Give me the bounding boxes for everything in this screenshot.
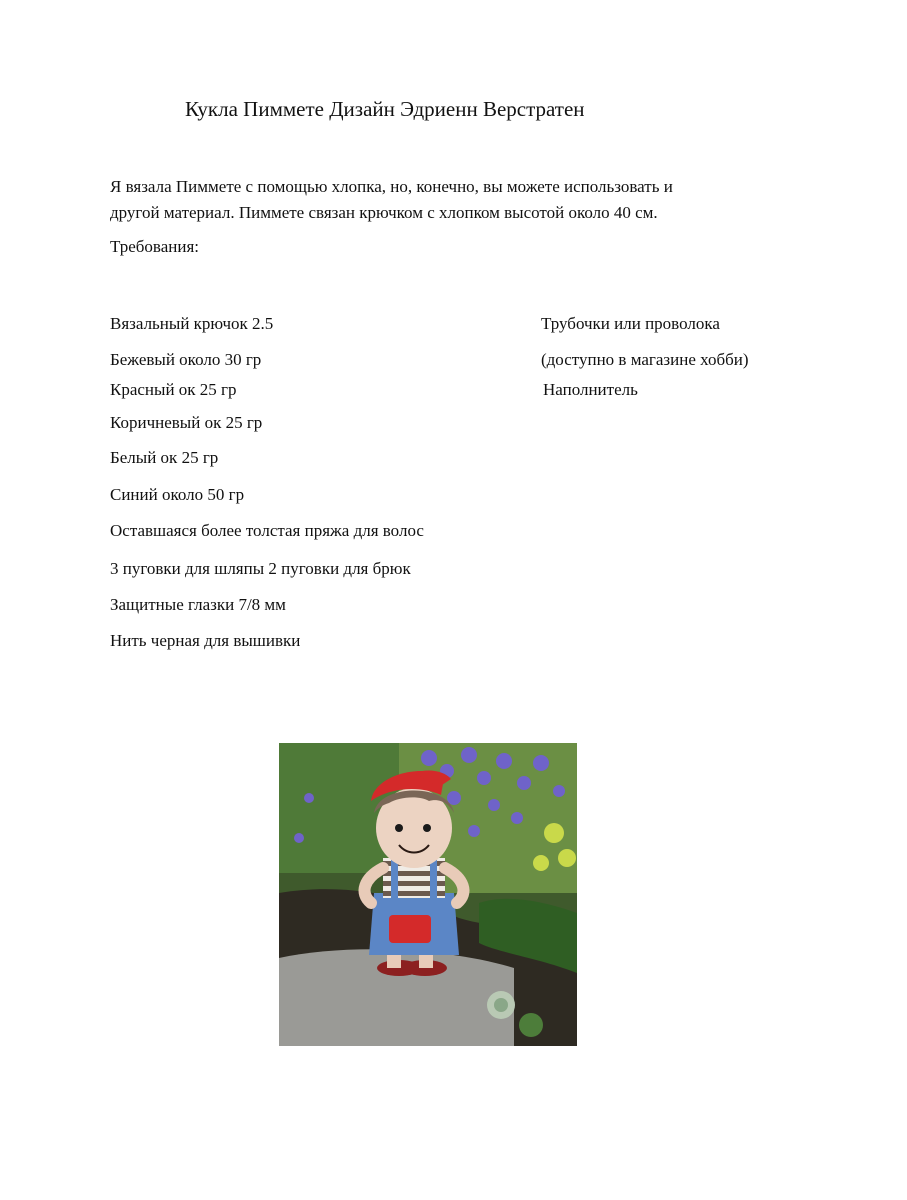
- material-item: Защитные глазки 7/8 мм: [110, 595, 286, 614]
- material-item: Оставшаяся более толстая пряжа для волос: [110, 521, 424, 540]
- intro-line-2: другой материал. Пиммете связан крючком с хлопком высотой около 40 см.: [110, 203, 658, 222]
- material-item: Синий около 50 гр: [110, 485, 245, 504]
- material-item-right: Трубочки или проволока: [541, 314, 720, 333]
- page-title: Кукла Пиммете Дизайн Эдриенн Верстратен: [185, 97, 585, 121]
- doll-photo: [279, 743, 577, 1046]
- material-item-right: Наполнитель: [543, 380, 638, 399]
- requirements-heading: Требования:: [110, 237, 200, 256]
- material-item: Нить черная для вышивки: [110, 631, 301, 650]
- material-item: 3 пуговки для шляпы 2 пуговки для брюк: [110, 559, 411, 578]
- material-item-right: (доступно в магазине хобби): [541, 350, 749, 369]
- material-item: Вязальный крючок 2.5: [110, 314, 274, 333]
- material-item: Бежевый около 30 гр: [110, 350, 262, 369]
- material-item: Белый ок 25 гр: [110, 448, 219, 467]
- material-item: Коричневый ок 25 гр: [110, 413, 263, 432]
- intro-line-1: Я вязала Пиммете с помощью хлопка, но, конечно, вы можете использовать и: [110, 177, 673, 196]
- material-item: Красный ок 25 гр: [110, 380, 237, 399]
